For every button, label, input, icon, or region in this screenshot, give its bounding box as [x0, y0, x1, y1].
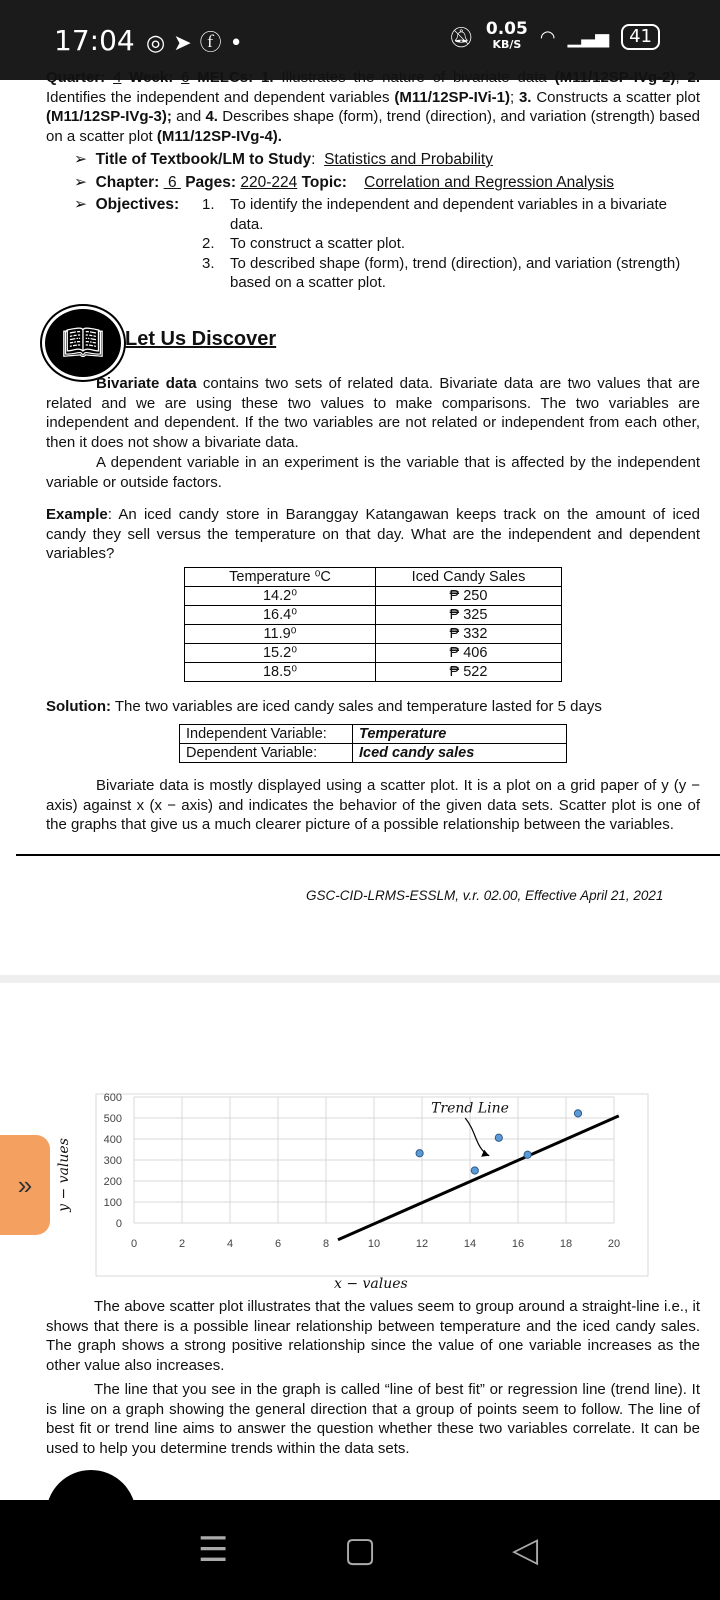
battery-indicator: 41	[621, 24, 660, 50]
signal-icon: ▁▃▅	[567, 26, 610, 48]
example-paragraph: Example: An iced candy store in Baranggay Katangawan keeps track on the amount of iced candy they sell versus the temperature on that day. What are the independent and dependent variables?	[46, 506, 700, 562]
back-icon[interactable]: ◁	[512, 1530, 539, 1570]
double-chevron-right-icon: »	[17, 1169, 33, 1200]
x-tick-label: 12	[415, 1238, 429, 1250]
objectives-list: 1. To identify the independent and dependent variables in a bivariate data. 2. To construct a scatter plot. 3. To described shape (form), trend (direction), and variation (strength) based on a scatter plot.	[202, 196, 681, 291]
x-tick-label: 8	[322, 1238, 330, 1250]
melcs-paragraph: Quarter: 4 Week: 6 MELCs: 1. Illustrates the nature of bivariate data (M11/12SP-IVg-2); 2. Identifies the independent and dependent variables (M11/12SP-IVi-1); 3. Constructs a scatter plot (M11/12SP-IVg-3); and 4. Describes shape (form), trend (direction), and variation (strength) based on a scatter plot (M11/12SP-IVg-4).	[46, 69, 701, 145]
bivariate-paragraph: Bivariate data contains two sets of related data. Bivariate data are two values that are related and we are using these two values to make comparisons. The two variables are independent and dependent. If the two variables are not related or independent from each other, then it does not show a bivariate data.	[46, 375, 700, 451]
table-row: 16.4⁰ ₱ 325	[185, 606, 562, 625]
data-point	[416, 1150, 423, 1157]
side-panel-tab[interactable]	[0, 1135, 50, 1235]
facebook-icon: ⓕ	[199, 31, 230, 56]
scatter-chart	[40, 1090, 660, 1290]
table-header: Iced Candy Sales	[376, 568, 562, 587]
x-tick-label: 18	[559, 1238, 573, 1250]
y-tick-label: 500	[103, 1113, 122, 1125]
y-tick-label: 400	[103, 1134, 122, 1146]
x-tick-label: 4	[226, 1238, 234, 1250]
table-row: 15.2⁰ ₱ 406	[185, 644, 562, 663]
net-speed: 0.05 KB/S	[485, 19, 528, 51]
after-chart-paragraph-2: The line that you see in the graph is called “line of best fit” or regression line (trend line). It is line on a graph showing the general direction that a group of points seem to follow. The line of best fit or trend line aims to answer the question whether these two variables correlate. It can be used to help you determine trends within the data sets.	[46, 1381, 700, 1457]
solution-line: Solution: The two variables are iced candy sales and temperature lasted for 5 days	[46, 698, 602, 715]
navigation-bar	[0, 1500, 720, 1600]
data-table	[184, 567, 562, 682]
y-tick-label: 100	[103, 1197, 122, 1209]
data-point	[495, 1134, 502, 1141]
home-icon[interactable]: ▢	[344, 1530, 377, 1570]
x-tick-label: 2	[178, 1238, 186, 1250]
x-tick-label: 14	[463, 1238, 477, 1250]
footer-code: GSC-CID-LRMS-ESSLM, v.r. 02.00, Effective April 21, 2021	[306, 888, 664, 903]
y-axis-label: y − values	[56, 1138, 73, 1212]
table-header: Temperature ⁰C	[185, 568, 376, 587]
table-row: 18.5⁰ ₱ 522	[185, 663, 562, 682]
y-tick-label: 200	[103, 1176, 122, 1188]
x-tick-label: 0	[130, 1238, 138, 1250]
chapter-bullet: ➢ Chapter: 6 Pages: 220-224 Topic: Correlation and Regression Analysis	[74, 174, 615, 191]
dot-icon: •	[229, 31, 251, 56]
x-tick-label: 20	[607, 1238, 621, 1250]
variables-table: Independent Variable: Temperature Dependent Variable: Iced candy sales	[179, 724, 567, 763]
y-tick-label: 0	[115, 1218, 122, 1230]
notification-icons	[146, 26, 251, 57]
wifi-icon: ◠	[539, 26, 556, 48]
scatter-paragraph: Bivariate data is mostly displayed using a scatter plot. It is a plot on a grid paper of y (y − axis) against x (x − axis) and indicates the behavior of the given data sets. Scatter plot is one of the graphs that give us a much clearer picture of a possible relationship between the variables.	[46, 777, 700, 833]
data-point	[574, 1110, 581, 1117]
x-axis-label: x − values	[334, 1276, 408, 1292]
mute-icon: 🔕︎	[448, 25, 474, 49]
x-tick-label: 16	[511, 1238, 525, 1250]
objectives-bullet: ➢ Objectives:	[74, 196, 180, 213]
page-separator	[0, 975, 720, 983]
recent-apps-icon[interactable]: ☰	[198, 1530, 229, 1570]
y-tick-label: 600	[103, 1092, 122, 1104]
after-chart-paragraph-1: The above scatter plot illustrates that the values seem to group around a straight-line i.e., it shows that there is a possible linear relationship between temperature and the iced candy sales. The graph shows a strong positive relationship since the value of one variable increases as the other value also increases.	[46, 1298, 700, 1374]
telegram-icon: ➤	[173, 31, 200, 56]
textbook-bullet: ➢ Title of Textbook/LM to Study: Statistics and Probability	[74, 151, 493, 168]
dependent-paragraph: A dependent variable in an experiment is the variable that is affected by the independent variable or outside factors.	[46, 454, 700, 491]
table-row: 11.9⁰ ₱ 332	[185, 625, 562, 644]
messenger-icon: ◎	[146, 31, 174, 56]
data-point	[471, 1167, 478, 1174]
section-heading: Let Us Discover	[125, 328, 277, 350]
clock: 17:04	[54, 24, 135, 57]
table-row: 14.2⁰ ₱ 250	[185, 587, 562, 606]
divider	[16, 854, 720, 856]
trend-line-annotation: Trend Line	[431, 1100, 509, 1117]
x-tick-label: 6	[274, 1238, 282, 1250]
book-magnifier-icon: 📖︎	[42, 306, 124, 380]
y-tick-label: 300	[103, 1155, 122, 1167]
data-point	[524, 1151, 531, 1158]
x-tick-label: 10	[367, 1238, 381, 1250]
